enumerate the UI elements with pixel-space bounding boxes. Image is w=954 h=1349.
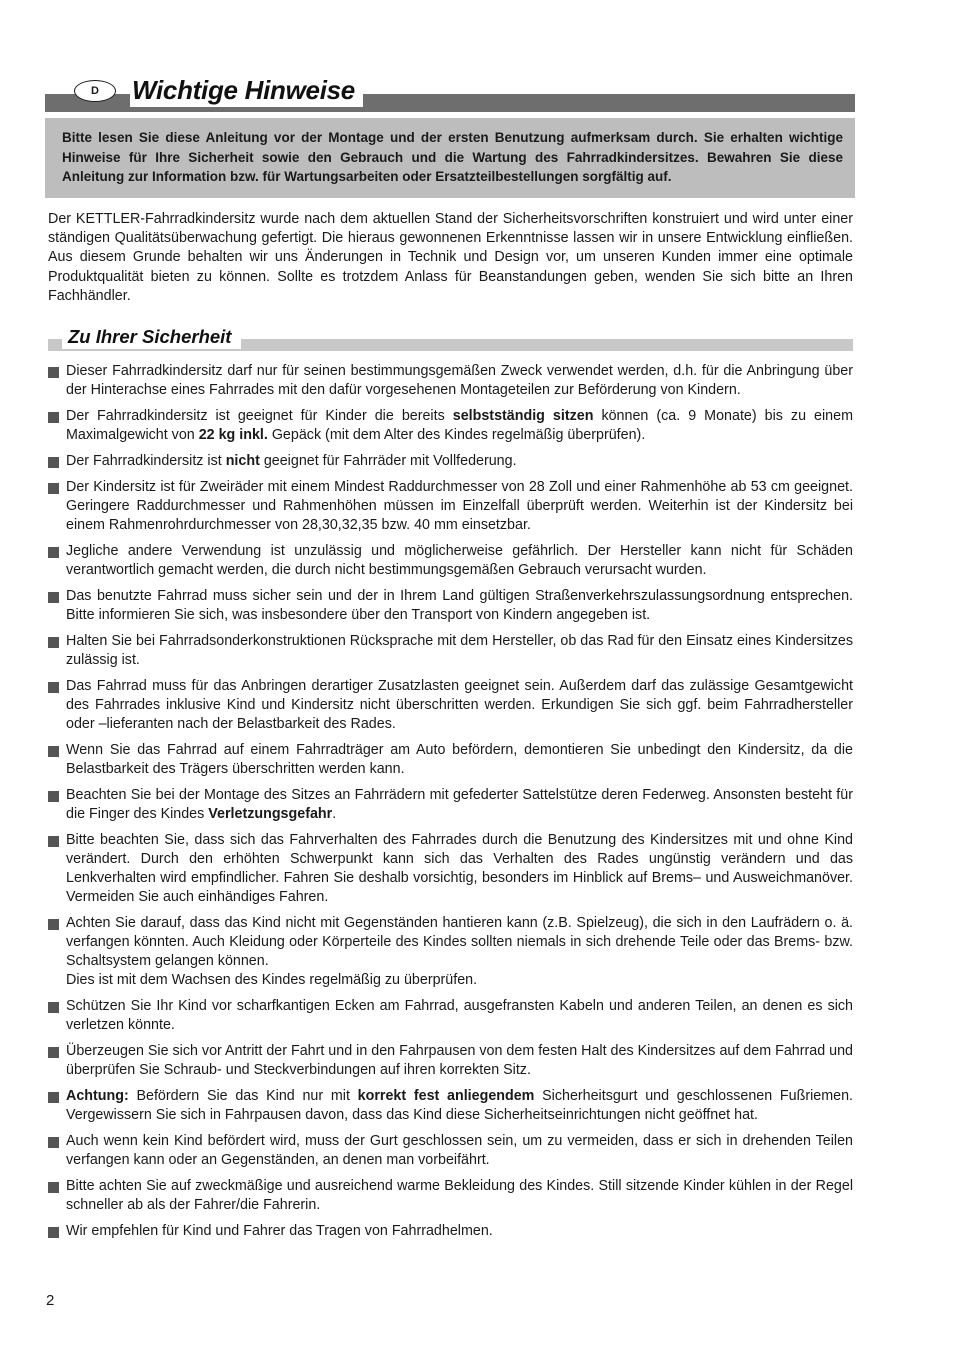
text: Das benutzte Fahrrad muss sicher sein und der in Ihrem Land gültigen Straßenverkehrszulassungsordnung entsprechen. Bitte informieren Sie sich, was insbesondere über den Transport von Kindern angegeben ist. — [66, 587, 853, 624]
bullet-square-icon — [48, 367, 59, 378]
list-item — [46, 407, 853, 445]
bold-text: 22 kg inkl. — [198, 427, 268, 444]
list-item — [46, 542, 853, 580]
text: . — [332, 806, 337, 823]
text: Der Fahrradkindersitz ist geeignet für Kinder die bereits — [66, 407, 453, 424]
text: Das Fahrrad muss für das Anbringen derartiger Zusatzlasten geeignet sein. Außerdem darf das zulässige Gesamtgewicht des Fahrrades inklusive Kind und Kindersitz nicht überschritten werden. Erkundigen Sie sich ggf. beim Fahrradhersteller oder –lieferanten nach der Belastbarkeit des Rades. — [66, 677, 853, 733]
bold-text: selbstständig sitzen — [452, 407, 594, 424]
text: Dies ist mit dem Wachsen des Kindes regelmäßig zu überprüfen. — [66, 972, 478, 989]
text: Wenn Sie das Fahrrad auf einem Fahrradträger am Auto befördern, demontieren Sie unbedingt den Kindersitz, da die Belastbarkeit des Trägers überschritten werden kann. — [66, 741, 853, 778]
intro-paragraph: Der KETTLER-Fahrradkindersitz wurde nach dem aktuellen Stand der Sicherheitsvorschriften konstruiert und wird unter einer ständigen Qualitätsüberwachung gefertigt. Die hieraus gewonnenen Erkenntnisse lassen wir in unsere Entwicklung einfließen. Aus diesem Grunde behalten wir uns Änderungen in Technik und Design vor, um unseren Kunden immer eine optimale Produktqualität bieten zu können. Sollte es trotzdem Anlass für Beanstandungen geben, wenden Sie sich bitte an Ihren Fachhändler. — [48, 211, 853, 304]
bold-text: nicht — [225, 452, 260, 469]
text: Der Kindersitz ist für Zweiräder mit einem Mindest Raddurchmesser von 28 Zoll und einer Rahmenhöhe ab 53 cm geeignet. Geringere Raddurchmesser und Rahmenhöhen müssen im Einzelfall überprüft werden. Weiterhin ist der Kindersitz bei einem Rahmenrohrdurchmesser von 28,30,32,35 bzw. 40 mm einsetzbar. — [66, 478, 853, 534]
bold-text: korrekt fest anliegendem — [357, 1088, 535, 1105]
bullet-square-icon — [48, 682, 59, 693]
text: Bitte achten Sie auf zweckmäßige und ausreichend warme Bekleidung des Kindes. Still sitzende Kinder kühlen in der Regel schneller ab als der Fahrer/die Fahrerin. — [66, 1178, 853, 1214]
list-item — [46, 1222, 853, 1241]
text: Auch wenn kein Kind befördert wird, muss der Gurt geschlossen sein, um zu vermeiden, dass er sich in drehenden Teilen verfangen kann oder an Gegenständen, an denen man vorbeifährt. — [66, 1133, 853, 1169]
page-number: 2 — [46, 1292, 55, 1309]
bullet-square-icon — [48, 457, 59, 468]
bullet-square-icon — [48, 1227, 59, 1238]
text: Beachten Sie bei der Montage des Sitzes an Fahrrädern mit gefederter Sattelstütze deren Federweg. Ansonsten besteht für die Finger des Kindes — [66, 786, 853, 823]
bullet-square-icon — [48, 592, 59, 603]
text: Überzeugen Sie sich vor Antritt der Fahrt und in den Fahrpausen von dem festen Halt des Kindersitzes auf dem Fahrrad und überprüfen Sie Schraub- und Steckverbindungen auf ihren korrekten Sitz. — [66, 1043, 853, 1079]
list-item — [46, 452, 853, 471]
list-item — [46, 997, 853, 1035]
bullet-square-icon — [48, 637, 59, 648]
list-item — [46, 362, 853, 400]
section-title: Zu Ihrer Sicherheit — [62, 325, 241, 349]
bullet-square-icon — [48, 547, 59, 558]
bullet-square-icon — [48, 1002, 59, 1013]
list-item — [46, 1042, 853, 1080]
list-item — [46, 478, 853, 535]
text: geeignet für Fahrräder mit Vollfederung. — [259, 452, 517, 469]
list-item — [46, 831, 853, 907]
text: Achten Sie darauf, dass das Kind nicht mit Gegenständen hantieren kann (z.B. Spielzeug), die sich in den Laufrädern o. ä. verfangen könnten. Auch Kleidung oder Körperteile des Kindes sollten niemals in sich drehende Teile oder das Brems- bzw. Schaltsystem gelangen können. — [66, 915, 853, 970]
list-item — [46, 1087, 853, 1125]
bullet-square-icon — [48, 836, 59, 847]
bold-text: Verletzungsgefahr — [208, 806, 333, 823]
list-item — [46, 587, 853, 625]
text: Jegliche andere Verwendung ist unzulässig und möglicherweise gefährlich. Der Hersteller kann nicht für Schäden verantwortlich gemacht werden, die durch nicht bestimmungsgemäßen Gebrauch verursacht wurden. — [66, 542, 853, 579]
notice-box: Bitte lesen Sie diese Anleitung vor der Montage und der ersten Benutzung aufmerksam durch. Sie erhalten wichtige Hinweise für Ihre Sicherheit sowie den Gebrauch und die Wartung des Fahrradkindersitzes. Bewahren Sie diese Anleitung zur Information bzw. für Wartungsarbeiten oder Ersatzteilbestellungen sorgfältig auf. — [45, 118, 855, 198]
bold-text: Achtung: — [66, 1088, 129, 1105]
text: Dieser Fahrradkindersitz darf nur für seinen bestimmungsgemäßen Zweck verwendet werden, d.h. für die Anbringung über der Hinterachse eines Fahrrades mit den dafür vorgesehenen Montageteilen zur Beförderung von Kindern. — [66, 363, 853, 399]
list-item — [46, 677, 853, 734]
text: Bitte beachten Sie, dass sich das Fahrverhalten des Fahrrades durch die Benutzung des Kindersitzes mit und ohne Kind verändert. Durch den erhöhten Schwerpunkt kann sich das Verhalten des Rades ungünstig verändern und das Lenkverhalten wird empfindlicher. Fahren Sie deshalb vorsichtig, besonders im Hinblick auf Brems– und Ausweichmanöver. Vermeiden Sie auch einhändiges Fahren. — [66, 831, 853, 906]
text: Gepäck (mit dem Alter des Kindes regelmäßig überprüfen). — [267, 427, 646, 444]
bullet-square-icon — [48, 919, 59, 930]
list-item — [46, 741, 853, 779]
list-item — [46, 1132, 853, 1170]
list-item — [46, 786, 853, 824]
bullet-square-icon — [48, 791, 59, 802]
list-item — [46, 1177, 853, 1215]
safety-bullet-list — [46, 362, 853, 1248]
language-badge: D — [74, 80, 116, 102]
list-item — [46, 914, 853, 990]
bullet-square-icon — [48, 412, 59, 423]
text: Der Fahrradkindersitz ist — [66, 452, 226, 469]
bullet-square-icon — [48, 483, 59, 494]
text: Wir empfehlen für Kind und Fahrer das Tragen von Fahrradhelmen. — [66, 1223, 493, 1240]
text: können (ca. 9 Monate) bis zu einem Maximalgewicht von — [66, 407, 853, 444]
text: Schützen Sie Ihr Kind vor scharfkantigen Ecken am Fahrrad, ausgefransten Kabeln und anderen Teilen, an denen es sich verletzen könnte. — [66, 998, 853, 1034]
text: Sicherheitsgurt und geschlossenen Fußriemen. Vergewissern Sie sich in Fahrpausen davon, dass das Kind diese Sicherheitseinrichtungen nicht geöffnet hat. — [66, 1088, 853, 1124]
bullet-square-icon — [48, 746, 59, 757]
bullet-square-icon — [48, 1182, 59, 1193]
text: Befördern Sie das Kind nur mit — [128, 1088, 358, 1105]
bullet-square-icon — [48, 1092, 59, 1103]
bullet-square-icon — [48, 1137, 59, 1148]
page-title: Wichtige Hinweise — [130, 73, 363, 107]
list-item — [46, 632, 853, 670]
text: Halten Sie bei Fahrradsonderkonstruktionen Rücksprache mit dem Hersteller, ob das Rad für den Einsatz eines Kindersitzes zulässig ist. — [66, 632, 853, 668]
bullet-square-icon — [48, 1047, 59, 1058]
